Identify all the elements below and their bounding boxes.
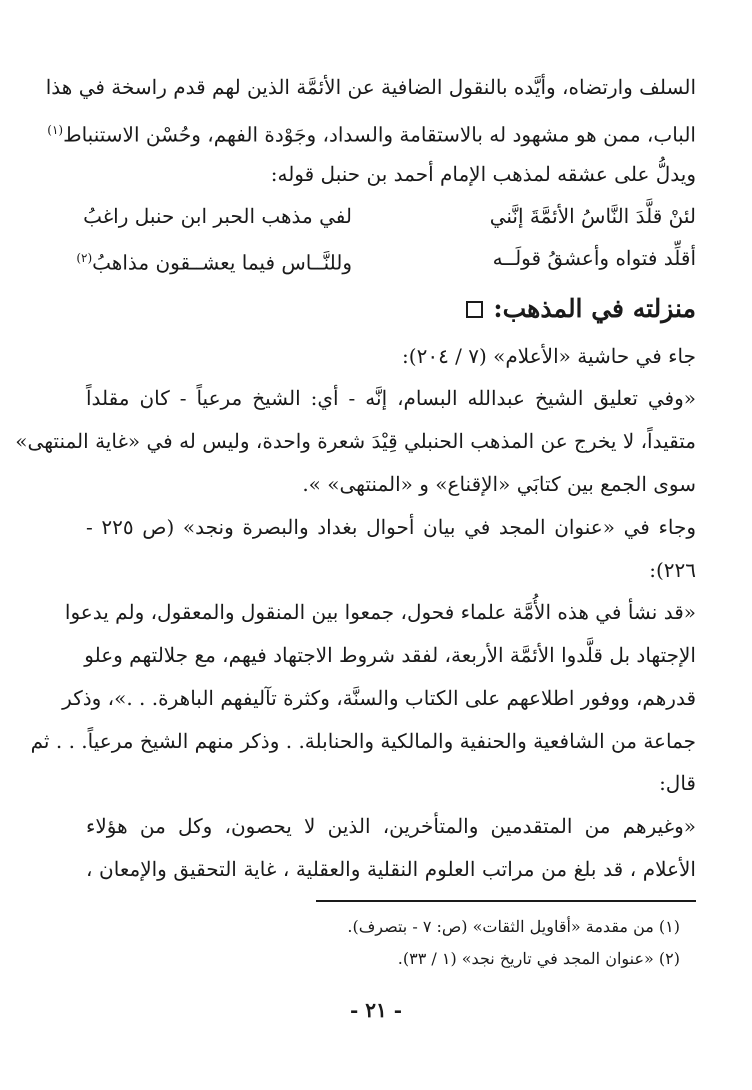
body-line-4: جاء في حاشية «الأعلام» (٧ / ٢٠٤):	[402, 344, 696, 368]
body-line-3: ويدلُّ على عشقه لمذهب الإمام أحمد بن حنبل قوله:	[270, 162, 696, 186]
body-line-6: متقيداً، لا يخرج عن المذهب الحنبلي قِيْدَ شعرة واحدة، وليس له في «غاية المنتهى»	[15, 429, 696, 453]
verse-2-first-hemistich: أقلِّد فتواه وأعشقُ قولَــه	[492, 246, 696, 270]
verse-2-second-text: وللنَّــاس فيما يعشــقون مذاهبُ	[92, 250, 352, 275]
body-line-8: وجاء في «عنوان المجد في بيان أحوال بغداد والبصرة ونجد» (ص ٢٢٥ -	[86, 515, 696, 539]
footnote-ref-1: (١)	[47, 123, 64, 137]
footnote-separator	[316, 900, 696, 902]
verse-2-second-hemistich	[76, 244, 352, 277]
body-line-5: «وفي تعليق الشيخ عبدالله البسام، إنَّه - أي: الشيخ مرعياً - كان مقلداً	[86, 386, 696, 410]
footnote-1: (١) من مقدمة «أقاويل الثقات» (ص: ٧ - بتصرف).	[347, 917, 680, 936]
body-line-9: ٢٢٦):	[649, 558, 696, 582]
footnote-ref-2: (٢)	[76, 251, 93, 265]
body-line-2	[47, 116, 696, 149]
verse-1-first-hemistich: لئنْ قلَّدَ النَّاسُ الأئمَّةَ إنَّني	[489, 204, 696, 228]
section-heading-text: منزلته في المذهب:	[493, 294, 696, 323]
body-line-13: جماعة من الشافعية والحنفية والمالكية والحنابلة. . وذكر منهم الشيخ مرعياً. . . ثم	[30, 729, 696, 753]
body-line-1: السلف وارتضاه، وأيَّده بالنقول الضافية عن الأئمَّة الذين لهم قدم راسخة في هذا	[45, 75, 696, 99]
body-line-16: الأعلام ، قد بلغ من مراتب العلوم النقلية والعقلية ، غاية التحقيق والإمعان ،	[86, 857, 696, 881]
footnote-2: (٢) «عنوان المجد في تاريخ نجد» (١ / ٣٣).	[397, 949, 680, 968]
body-line-15: «وغيرهم من المتقدمين والمتأخرين، الذين لا يحصون، وكل من هؤلاء	[86, 814, 696, 838]
body-line-12: قدرهم، ووفور اطلاعهم على الكتاب والسنَّة، وكثرة تآليفهم الباهرة. . .»، وذكر	[62, 686, 696, 710]
section-heading	[466, 292, 696, 326]
square-bullet-icon	[466, 301, 483, 318]
page-number: - ٢١ -	[349, 998, 402, 1022]
body-line-11: الإجتهاد بل قلَّدوا الأئمَّة الأربعة، لفقد شروط الاجتهاد فيهم، مع جلالتهم وعلو	[84, 643, 696, 667]
body-line-7: سوى الجمع بين كتابَي «الإقناع» و «المنتهى» ».	[302, 472, 696, 496]
body-line-14: قال:	[659, 771, 696, 795]
body-line-10: «قد نشأ في هذه الأُمَّة علماء فحول، جمعوا بين المنقول والمعقول، ولم يدعوا	[64, 600, 696, 624]
body-line-2-text: الباب، ممن هو مشهود له بالاستقامة والسداد، وجَوْدة الفهم، وحُسْن الاستنباط	[63, 122, 696, 147]
verse-1-second-hemistich: لفي مذهب الحبر ابن حنبل راغبُ	[83, 204, 352, 228]
